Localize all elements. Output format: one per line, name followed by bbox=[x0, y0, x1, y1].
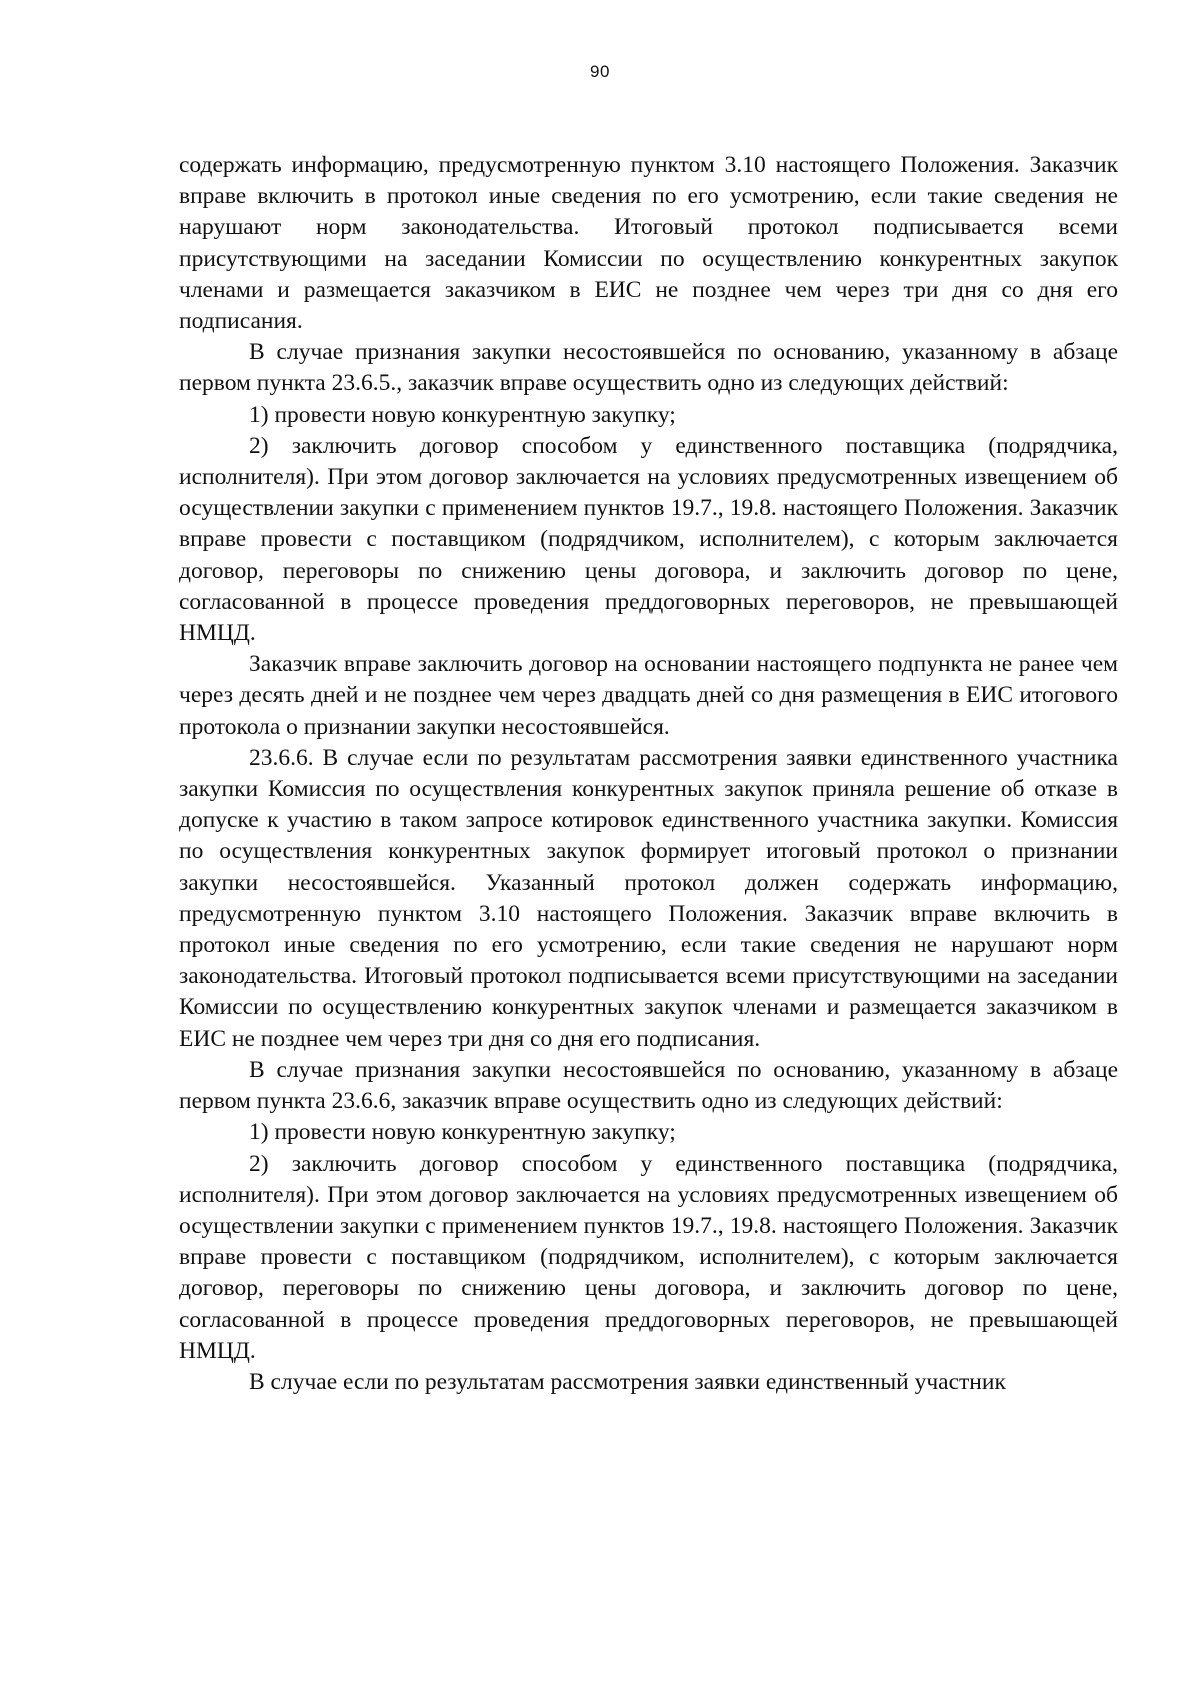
list-item: 1) провести новую конкурентную закупку; bbox=[249, 1119, 676, 1146]
paragraph: содержать информацию, предусмотренную пунктом 3.10 настоящего Положения. Заказчик вправе включить в протокол иные сведения по его усмотрению, если такие сведения не нарушают норм законодательства. Итоговый протокол подписывается всеми присутствующими на заседании Комиссии по осуществлению конкурентных закупок членами и размещается заказчиком в ЕИС не позднее чем через три дня со дня его подписания. bbox=[179, 152, 1118, 335]
list-item: 2) заключить договор способом у единственного поставщика (подрядчика, исполнителя). При этом договор заключается на условиях предусмотренных извещением об осуществлении закупки с применением пунктов 19.7., 19.8. настоящего Положения. Заказчик вправе провести с поставщиком (подрядчиком, исполнителем), с которым заключается договор, переговоры по снижению цены договора, и заключить договор по цене, согласованной в процессе проведения преддоговорных переговоров, не превышающей НМЦД. bbox=[179, 432, 1118, 647]
list-item: 1) провести новую конкурентную закупку; bbox=[249, 401, 676, 428]
document-body bbox=[179, 150, 1118, 1398]
paragraph: В случае если по результатам рассмотрения заявки единственный участник bbox=[249, 1368, 1006, 1395]
list-item: 2) заключить договор способом у единственного поставщика (подрядчика, исполнителя). При этом договор заключается на условиях предусмотренных извещением об осуществлении закупки с применением пунктов 19.7., 19.8. настоящего Положения. Заказчик вправе провести с поставщиком (подрядчиком, исполнителем), с которым заключается договор, переговоры по снижению цены договора, и заключить договор по цене, согласованной в процессе проведения преддоговорных переговоров, не превышающей НМЦД. bbox=[179, 1150, 1118, 1364]
paragraph: В случае признания закупки несостоявшейся по основанию, указанному в абзаце первом пункта 23.6.6, заказчик вправе осуществить одно из следующих действий: bbox=[179, 1056, 1118, 1115]
paragraph: В случае признания закупки несостоявшейся по основанию, указанному в абзаце первом пункта 23.6.5., заказчик вправе осуществить одно из следующих действий: bbox=[179, 339, 1118, 397]
page-number: 90 bbox=[590, 62, 610, 81]
section-paragraph: 23.6.6. В случае если по результатам рассмотрения заявки единственного участника закупки Комиссия по осуществления конкурентных закупок приняла решение об отказе в допуске к участию в таком запросе котировок единственного участника закупки. Комиссия по осуществления конкурентных закупок формирует итоговый протокол о признании закупки несостоявшейся. Указанный протокол должен содержать информацию, предусмотренную пунктом 3.10 настоящего Положения. Заказчик вправе включить в протокол иные сведения по его усмотрению, если такие сведения не нарушают норм законодательства. Итоговый протокол подписывается всеми присутствующими на заседании Комиссии по осуществлению конкурентных закупок членами и размещается заказчиком в ЕИС не позднее чем через три дня со дня его подписания. bbox=[179, 744, 1118, 1052]
paragraph: Заказчик вправе заключить договор на основании настоящего подпункта не ранее чем через десять дней и не позднее чем через двадцать дней со дня размещения в ЕИС итогового протокола о признании закупки несостоявшейся. bbox=[179, 651, 1118, 740]
